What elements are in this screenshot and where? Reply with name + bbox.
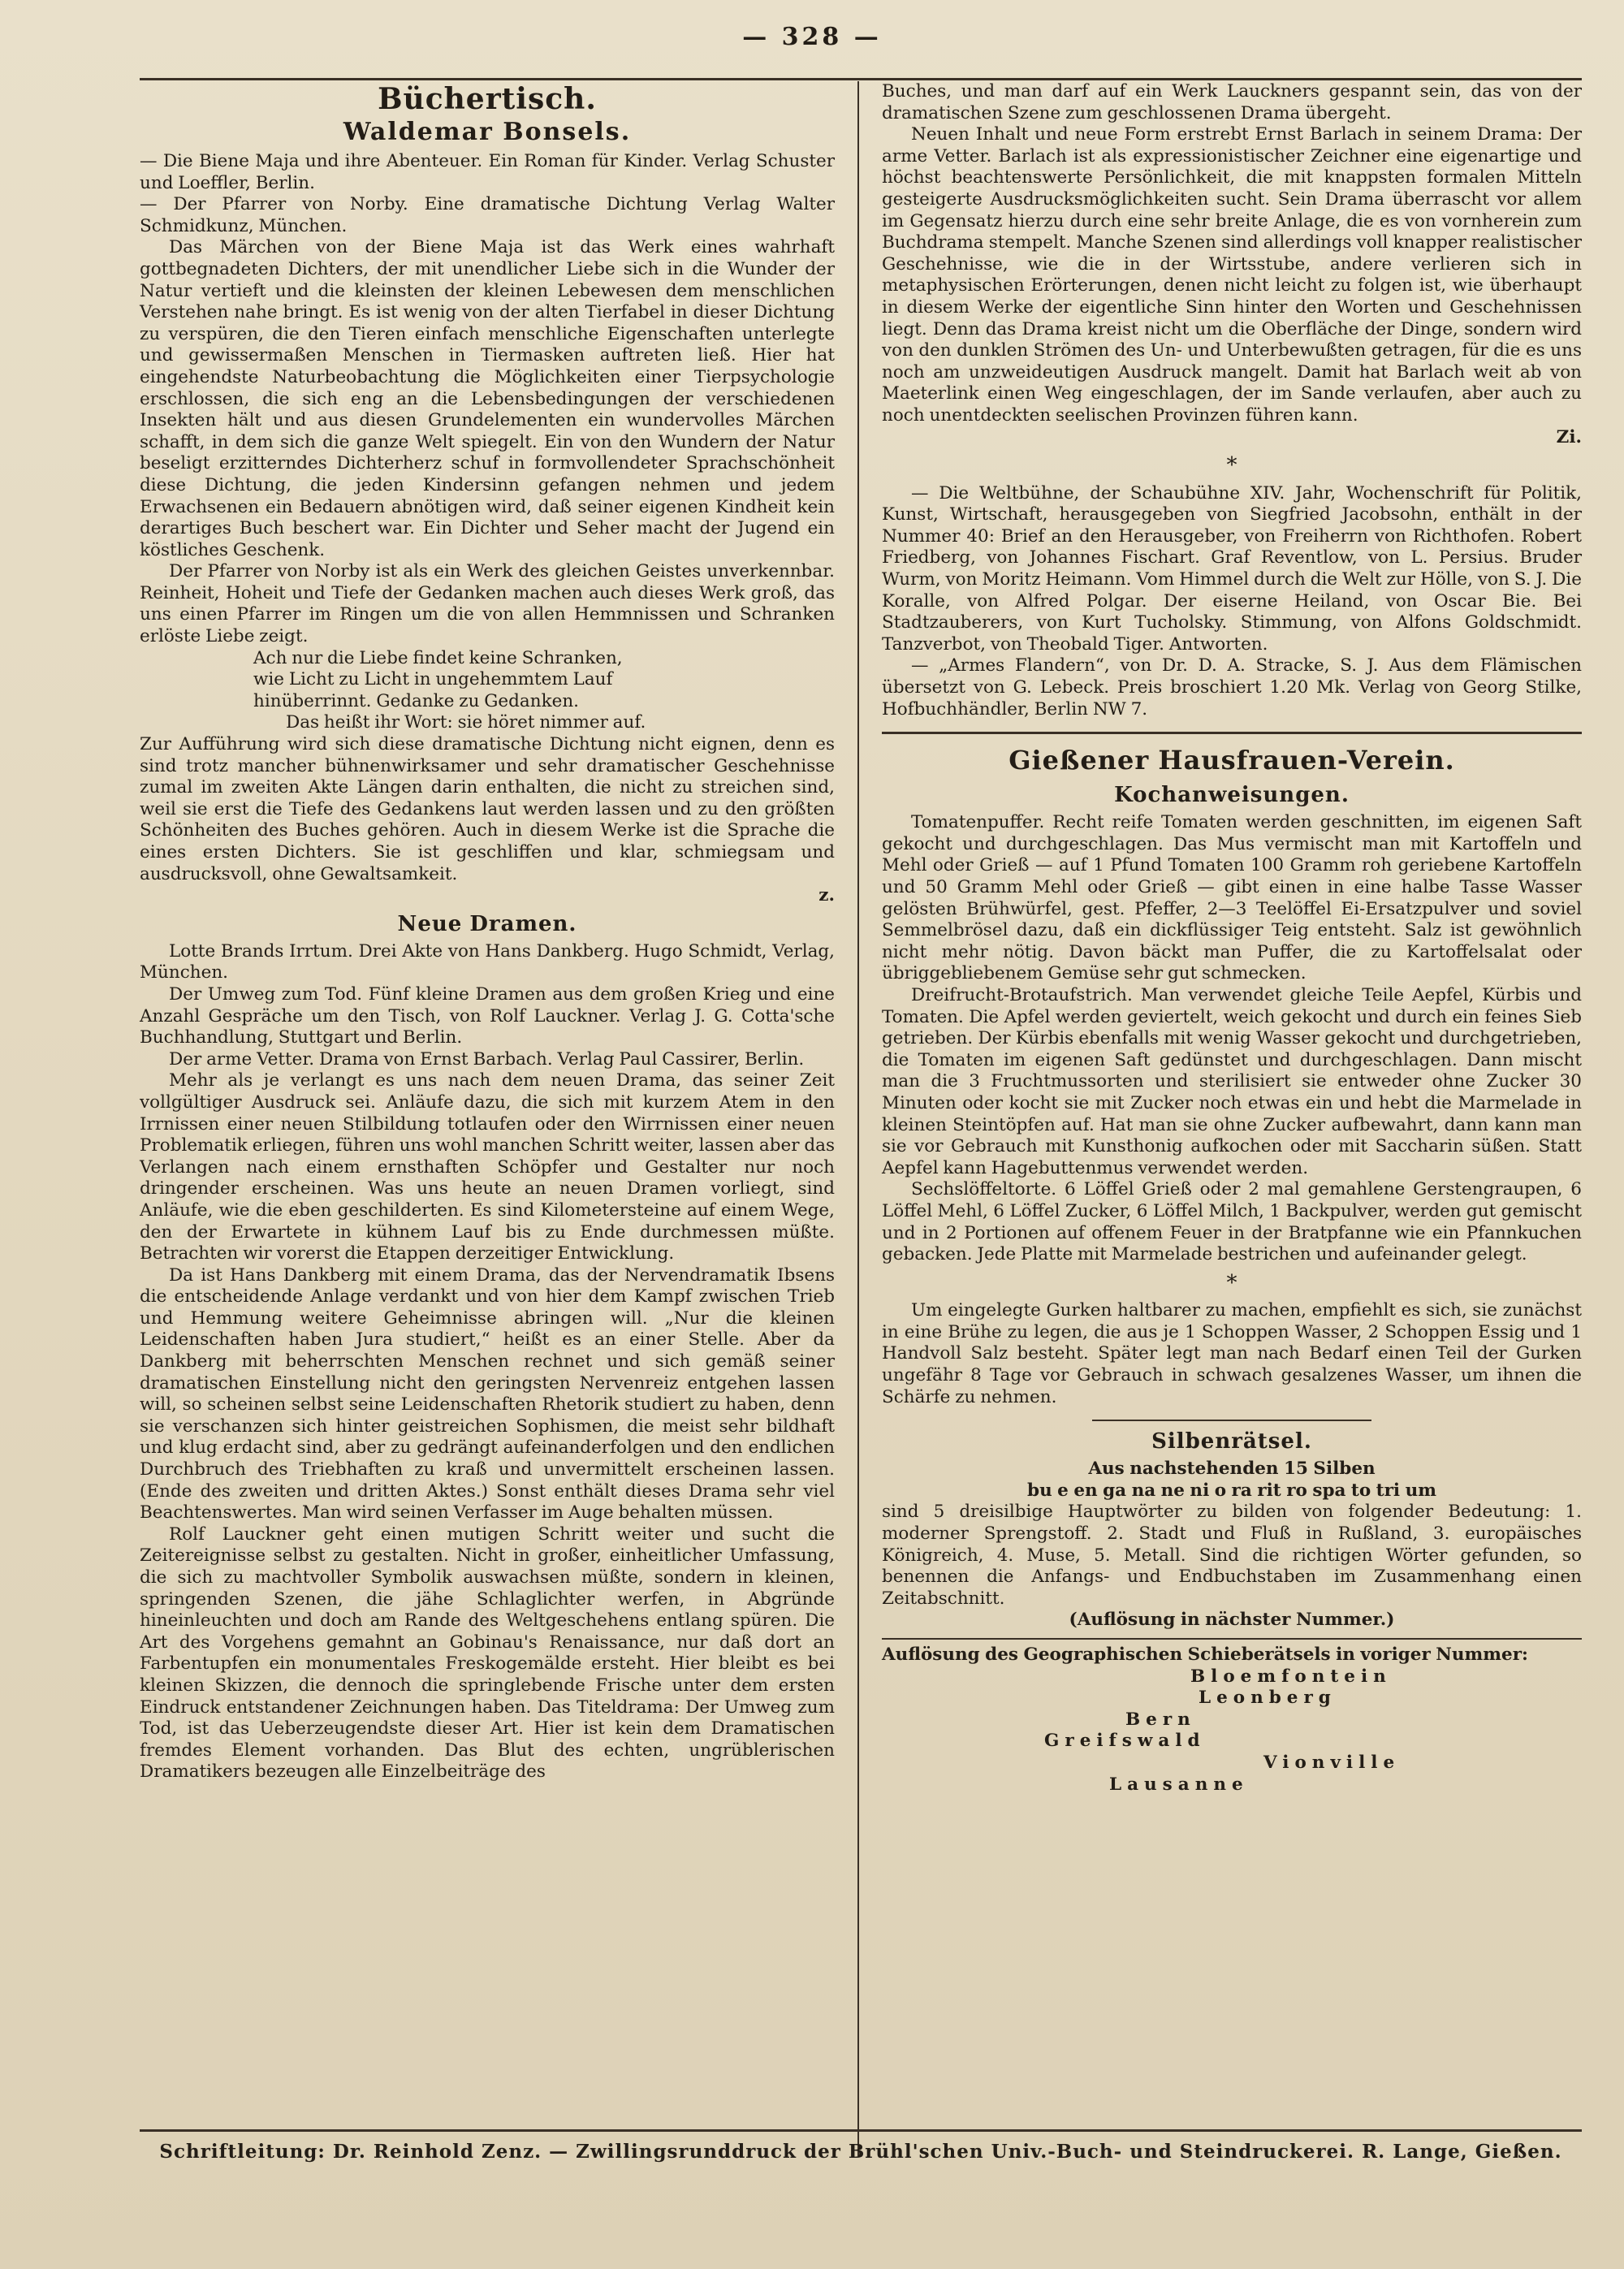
drama-entry: Lotte Brands Irrtum. Drei Akte von Hans Dankberg. Hugo Schmidt, Verlag, München.	[140, 940, 835, 983]
left-column	[140, 81, 835, 1783]
subheading-kochanweisungen: Kochanweisungen.	[1114, 783, 1350, 808]
section-heading-buechertisch: Büchertisch.	[378, 82, 597, 116]
periodical-notice: — Die Weltbühne, der Schaubühne XIV. Jahr, Wochenschrift für Politik, Kunst, Wirtschaft, herausgegeben von Siegfried Jacobsohn, enthält in der Nummer 40: Brief an den Herausgeber, von Freiherrn von Richthofen. Robert Friedberg, von Johannes Fischart. Graf Reventlow, von L. Persius. Bruder Wurm, von Moritz Heimann. Vom Himmel durch die Welt zur Hölle, von S. J. Die Koralle, von Alfred Polgar. Der eiserne Heiland, von Oscar Bie. Bei Stadtzauberers, von Kurt Tucholsky. Stimmung, von Alfons Goldschmidt. Tanzverbot, von Theobald Tiger. Antworten.	[882, 482, 1582, 655]
review-paragraph: Mehr als je verlangt es uns nach dem neuen Drama, das seiner Zeit vollgültiger Ausdruck sei. Anläufe dazu, die sich mit kurzem Atem in den Irrnissen einer neuen Stilbildung totlaufen oder den Wirrnissen einer neuen Problematik erliegen, führen uns wohl manchen Schritt weiter, lassen aber das Verlangen nach einem ernsthaften Schöpfer und Gestalter nur noch dringender erscheinen. Was uns heute an neuen Dramen vorliegt, sind Anläufe, wie die eben geschilderten. Es sind Kilometersteine auf einem Wege, den der Erwartete in kühnem Lauf bis zu Ende durchmessen müßte. Betrachten wir vorerst die Etappen derzeitiger Entwicklung.	[140, 1070, 835, 1264]
review-paragraph: Das Märchen von der Biene Maja ist das Werk eines wahrhaft gottbegnadeten Dichters, der mit unendlicher Liebe sich in die Wunder der Natur vertieft und die kleinsten der kleinen Lebewesen dem menschlichen Verstehen nahe bringt. Es ist wenig von der alten Tierfabel in dieser Dichtung zu verspüren, die den Tieren einfach menschliche Eigenschaften unterlegte und gewissermaßen Menschen in Tiermasken auftreten ließ. Hier hat eingehendste Naturbeobachtung die Möglichkeiten einer Tierpsychologie erschlossen, die sich eng an die Lebensbedingungen der verschiedenen Insekten hält und aus diesen Grundelementen ein wundervolles Märchen schafft, in dem sich die ganze Welt spiegelt. Ein von den Wundern der Natur beseligt erzitterndes Dichterherz schuf in formvollendeter Sprachschönheit diese Dichtung, die jeden Kindersinn gefangen nehmen und jedem Erwachsenen ein Bedauern abnötigen wird, daß seiner eigenen Kindheit kein derartiges Buch beschert war. Ein Dichter und Seher macht der Jugend ein köstliches Geschenk.	[140, 237, 835, 560]
silben-intro: Aus nachstehenden 15 Silben	[1088, 1459, 1376, 1480]
silben-note: (Auflösung in nächster Nummer.)	[1069, 1610, 1395, 1631]
book-notice: — „Armes Flandern“, von Dr. D. A. Stracke, S. J. Aus dem Flämischen übersetzt von G. Lebeck. Preis broschiert 1.20 Mk. Verlag von Georg Stilke, Hofbuchhändler, Berlin NW 7.	[882, 655, 1582, 720]
aufloesung-title: Auflösung des Geographischen Schieberätsels in voriger Nummer:	[882, 1644, 1528, 1665]
bottom-rule	[140, 2129, 1582, 2132]
silben-list: bu e en ga na ne ni o ra rit ro spa to tri um	[1027, 1480, 1436, 1501]
verse-line: Ach nur die Liebe findet keine Schranken,	[253, 647, 623, 668]
drama-entry: Der Umweg zum Tod. Fünf kleine Dramen aus dem großen Krieg und eine Anzahl Gespräche um den Tisch, von Rolf Lauckner. Verlag J. G. Cotta'sche Buchhandlung, Stuttgart und Berlin.	[140, 983, 835, 1048]
review-paragraph: Zur Aufführung wird sich diese dramatische Dichtung nicht eignen, denn es sind trotz mancher bühnenwirksamer und sehr dramatischer Geschehnisse zumal im zweiten Akte Längen darin enthalten, die nicht zu streichen sind, weil sie erst die Tiefe des Gedankens laut werden lassen und zu den größten Schönheiten des Buches gehören. Auch in diesem Werke ist die Sprache die eines ersten Dichters. Sie ist geschliffen und klar, schmiegsam und ausdrucksvoll, ohne Gewaltsamkeit.	[140, 734, 835, 884]
recipe-brotaufstrich: Dreifrucht-Brotaufstrich. Man verwendet gleiche Teile Aepfel, Kürbis und Tomaten. Die Apfel werden geviertelt, weich gekocht und durch ein feines Sieb getrieben. Der Kürbis ebenfalls mit wenig Wasser gekocht und durchgetrieben, die Tomaten im eigenen Saft gedünstet und durchgeschlagen. Dann mischt man die 3 Fruchtmussorten und sterilisiert sie entweder ohne Zucker 30 Minuten oder kocht sie mit Zucker noch etwas ein und hebt die Marmelade in kleinen Steintöpfen auf. Hat man sie ohne Zucker aufbewahrt, dann kann man sie vor Gebrauch mit Kunsthonig aufkochen oder mit Saccharin süßen. Statt Aepfel kann Hagebuttenmus verwendet werden.	[882, 984, 1582, 1178]
answer-word: Bloemfontein	[1190, 1666, 1392, 1687]
author-signature: z.	[818, 885, 835, 906]
recipe-tomatenpuffer: Tomatenpuffer. Recht reife Tomaten werden geschnitten, im eigenen Saft gekocht und durchgeschlagen. Das Mus vermischt man mit Kartoffeln und Mehl oder Grieß — auf 1 Pfund Tomaten 100 Gramm roh geriebene Kartoffeln und 50 Gramm Mehl oder Grieß — gibt einen in eine halbe Tasse Wasser gelösten Brühwürfel, gest. Pfeffer, 2—3 Teelöffel Ei-Ersatzpulver und soviel Semmelbrösel dazu, daß ein dickflüssiger Teig entsteht. Salz ist gewöhnlich nicht mehr nötig. Davon bäckt man Puffer, die zu Kartoffelsalat oder übriggebliebenem Gemüse sehr gut schmecken.	[882, 812, 1582, 984]
silben-description: sind 5 dreisilbige Hauptwörter zu bilden von folgender Bedeutung: 1. moderner Sprengstoff. 2. Stadt und Fluß in Rußland, 3. europäisches Königreich, 4. Muse, 5. Metall. Sind die richtigen Wörter gefunden, so benennen die Anfangs- und Endbuchstaben im Zusammenhang einen Zeitabschnitt.	[882, 1502, 1582, 1609]
section-heading-hausfrauen-verein: Gießener Hausfrauen-Verein.	[1009, 745, 1455, 776]
footer-imprint: Schriftleitung: Dr. Reinhold Zenz. — Zwillingsrunddruck der Brühl'schen Univ.-Buch- und Steindruckerei. R. Lange, Gießen.	[159, 2141, 1562, 2163]
right-column	[882, 81, 1582, 1796]
section-star: *	[1226, 1270, 1237, 1295]
section-heading-neue-dramen: Neue Dramen.	[397, 911, 577, 936]
section-rule	[882, 732, 1582, 734]
recipe-sechsloeffeltorte: Sechslöffeltorte. 6 Löffel Grieß oder 2 mal gemahlene Gerstengraupen, 6 Löffel Mehl, 6 Löffel Zucker, 6 Löffel Milch, 1 Backpulver, werden gut gemischt und in 2 Portionen auf offenem Feuer in der Bratpfanne wie ein Pfannkuchen gebacken. Jede Platte mit Marmelade bestrichen und aufeinander gelegt.	[882, 1179, 1582, 1265]
tip-gurken: Um eingelegte Gurken haltbarer zu machen, empfiehlt es sich, sie zunächst in eine Brühe zu legen, die aus je 1 Schoppen Wasser, 2 Schoppen Essig und 1 Handvoll Salz besteht. Später legt man nach Bedarf einen Teil der Gurken ungefähr 8 Tage vor Gebrauch in schwach gesalzenes Wasser, um ihnen die Schärfe zu nehmen.	[882, 1300, 1582, 1407]
answer-word: Leonberg	[1199, 1688, 1337, 1709]
book-entry-biene-maja: — Die Biene Maja und ihre Abenteuer. Ein Roman für Kinder. Verlag Schuster und Loeffler, Berlin.	[140, 151, 835, 193]
verse-line: hinüberrinnt. Gedanke zu Gedanken.	[253, 690, 580, 711]
review-paragraph: Rolf Lauckner geht einen mutigen Schritt weiter und sucht die Zeitereignisse selbst zu gestalten. Nicht in großer, einheitlicher Umfassung, die sich zu machtvoller Symbolik auswachsen müßte, sondern in kleinen, springenden Szenen, die jähe Schlaglichter werfen, in Abgründe hineinleuchten und doch am Rande des Weltgeschehens entlang spüren. Die Art des Vorgehens gemahnt an Gobinau's Renaissance, nur daß dort an Farbentupfen ein monumentales Freskogemälde ersteht. Hier bleibt es bei kleinen Skizzen, die dennoch die springlebende Frische unter dem ersten Eindruck entstandener Zeichnungen haben. Das Titeldrama: Der Umweg zum Tod, ist das Ueberzeugendste dieser Art. Hier ist kein dem Dramatischen fremdes Element vorhanden. Das Blut des echten, ungrüblerischen Dramatikers bezeugen alle Einzelbeiträge des	[140, 1523, 835, 1783]
book-entry-pfarrer: — Der Pfarrer von Norby. Eine dramatische Dichtung Verlag Walter Schmidkunz, München.	[140, 194, 835, 236]
answer-word: Vionville	[1263, 1752, 1401, 1773]
heading-silbenraetsel: Silbenrätsel.	[1151, 1429, 1312, 1454]
verse-line: wie Licht zu Licht in ungehemmtem Lauf	[253, 669, 613, 690]
author-signature: Zi.	[1556, 426, 1582, 447]
column-divider	[857, 81, 859, 2156]
drama-entry: Der arme Vetter. Drama von Ernst Barbach. Verlag Paul Cassirer, Berlin.	[169, 1048, 805, 1070]
review-paragraph: Neuen Inhalt und neue Form erstrebt Ernst Barlach in seinem Drama: Der arme Vetter. Barlach ist als expressionistischer Zeichner eine eigenartige und höchst beachtenswerte Persönlichkeit, die mit knappsten formalen Mitteln gesteigerte Ausdrucksmöglichkeiten sucht. Sein Drama überrascht vor allem im Gegensatz hierzu durch eine sehr breite Anlage, die es von vornherein zum Buchdrama stempelt. Manche Szenen sind allerdings voll knapper realistischer Geschehnisse, wie die in der Wirtsstube, andere verlieren sich in metaphysischen Erörterungen, denen nicht leicht zu folgen ist, wie überhaupt in diesem Werke der eigentliche Sinn hinter den Worten und Geschehnissen liegt. Denn das Drama kreist nicht um die Oberfläche der Dinge, sondern wird von den dunklen Strömen des Un- und Unterbewußten getragen, für die es uns noch am unzweideutigen Ausdruck mangelt. Damit hat Barlach weit ab von Maeterlink einen Weg eingeschlagen, der im Sande verlaufen, aber auch zu noch unentdeckten seelischen Provinzen führen kann.	[882, 124, 1582, 426]
author-heading: Waldemar Bonsels.	[343, 118, 632, 146]
review-paragraph: Der Pfarrer von Norby ist als ein Werk des gleichen Geistes unverkennbar. Reinheit, Hoheit und Tiefe der Gedanken machen auch dieses Werk groß, das uns einen Pfarrer im Ringen um die von allen Hemmnissen und Schranken erlöste Liebe zeigt.	[140, 561, 835, 647]
answer-word: Lausanne	[1109, 1774, 1249, 1795]
short-rule	[1092, 1420, 1372, 1421]
review-paragraph: Buches, und man darf auf ein Werk Lauckners gespannt sein, das von der dramatischen Szene zum geschlossenen Drama übergeht.	[882, 81, 1582, 123]
section-rule	[882, 1638, 1582, 1640]
top-rule	[140, 78, 1582, 80]
answer-word: Bern	[1125, 1709, 1196, 1730]
review-paragraph: Da ist Hans Dankberg mit einem Drama, das der Nervendramatik Ibsens die entscheidende Anlage verdankt und von hier dem Kampf zwischen Trieb und Hemmung weitere Geheimnisse abringen will. „Nur die kleinen Leidenschaften haben Jura studiert,“ heißt es an einer Stelle. Aber da Dankberg mit beherrschten Menschen rechnet und sich gemäß seiner dramatischen Einstellung nicht den geringsten Nervenreiz entgehen lassen will, so scheinen selbst seine Leidenschaften Rhetorik studiert zu haben, denn sie verschanzen sich hinter geistreichen Sophismen, die meist sehr bildhaft und klug erdacht sind, aber zu gedrängt aufeinanderfolgen und den endlichen Durchbruch des Triebhaften zu kraß und unvermittelt erscheinen lassen. (Ende des zweiten und dritten Aktes.) Sonst enthält dieses Drama sehr viel Beachtenswertes. Man wird seinen Verfasser im Auge behalten müssen.	[140, 1264, 835, 1523]
verse-line: Das heißt ihr Wort: sie höret nimmer auf.	[286, 712, 646, 733]
section-star: *	[1226, 453, 1237, 478]
answer-word: Greifswald	[1044, 1731, 1206, 1752]
page-number: — 328 —	[742, 23, 882, 51]
